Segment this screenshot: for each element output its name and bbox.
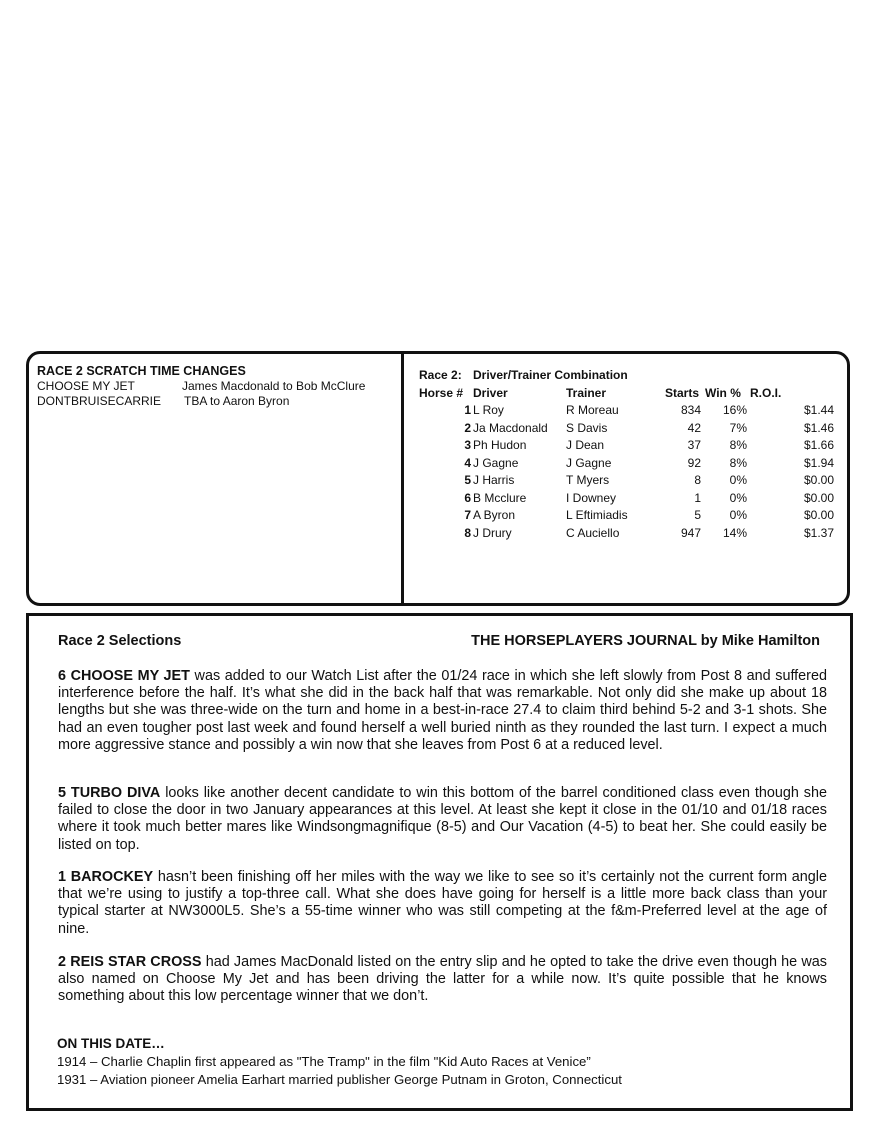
starts-value: 42 [687,420,701,435]
horse-number: 6 [464,490,471,505]
starts-value: 8 [694,473,701,487]
header-trainer: Trainer [566,385,607,400]
horse-number: 1 [464,403,471,417]
selection-lead: 5 TURBO DIVA [58,785,161,801]
win-percent: 0% [729,473,747,487]
starts-value: 37 [687,438,701,452]
combo-row [419,456,839,474]
roi-value: $0.00 [803,490,834,505]
starts-value: 1 [694,490,701,505]
scratch-row [37,394,397,409]
roi-value: $0.00 [803,508,834,522]
roi-value: $1.94 [803,455,834,470]
scratch-horse: CHOOSE MY JET [37,379,135,393]
on-this-date-title: ON THIS DATE… [57,1036,165,1051]
selection-text: hasn’t been finishing off her miles with the way we like to see so it’s certainly not the current form angle that we’re using to justify a top-three call. What she does have going for herself is a little more back class than your typical starter at NW3000L5. She’s a 55-time winner who was still competing at the f&m-Preferred level at the age of nine. [58,869,828,937]
selections-title: Race 2 Selections [58,633,182,649]
combo-row [419,491,839,509]
starts-value: 92 [687,455,701,470]
combo-row [419,526,839,544]
scratch-change: James Macdonald to Bob McClure [182,379,366,393]
win-percent: 8% [729,455,747,470]
win-percent: 14% [722,525,747,540]
horse-number: 8 [464,525,471,540]
driver-name: Ja Macdonald [473,420,548,435]
selection-lead: 6 CHOOSE MY JET [58,668,190,684]
trainer-name: J Dean [566,438,605,452]
horse-number: 7 [464,508,471,522]
scratch-title: RACE 2 SCRATCH TIME CHANGES [37,364,246,378]
starts-value: 947 [680,525,701,540]
header-roi: R.O.I. [750,385,782,400]
driver-name: Ph Hudon [473,438,527,452]
panel-divider [401,354,404,603]
combo-row [419,508,839,526]
selection-paragraph [58,785,827,854]
starts-value: 834 [680,403,701,417]
horse-number: 4 [464,455,471,470]
top-panel [26,351,850,606]
scratch-change: TBA to Aaron Byron [184,394,290,408]
driver-name: J Drury [473,525,512,540]
selection-paragraph [58,668,827,754]
selection-paragraph [58,954,827,1006]
starts-value: 5 [694,508,701,522]
roi-value: $1.66 [803,438,834,452]
trainer-name: T Myers [566,473,610,487]
combo-row [419,473,839,491]
horse-number: 2 [464,420,471,435]
scratch-row [37,379,397,394]
driver-trainer-table [419,368,839,543]
horse-number: 5 [464,473,471,487]
header-driver: Driver [473,385,508,400]
combo-header-row [419,386,839,404]
trainer-name: S Davis [566,420,608,435]
selection-lead: 2 REIS STAR CROSS [58,954,202,970]
selections-panel [26,613,853,1111]
trainer-name: J Gagne [566,455,612,470]
header-horse: Horse # [419,385,464,400]
roi-value: $1.46 [803,420,834,435]
driver-name: L Roy [473,403,504,417]
roi-value: $1.37 [803,525,834,540]
combo-row [419,438,839,456]
driver-name: J Gagne [473,455,519,470]
scratch-changes [37,364,397,409]
header-win: Win % [705,385,741,400]
trainer-name: I Downey [566,490,617,505]
win-percent: 0% [729,490,747,505]
win-percent: 16% [722,403,747,417]
combo-title-row [419,368,839,386]
trainer-name: R Moreau [566,403,619,417]
selection-text: had James MacDonald listed on the entry slip and he opted to take the drive even though he was also named on Choose My Jet and has been driving the latter for a while now. It’s quite possible that he knows something about this low percentage winner that we don’t. [58,954,827,1005]
combo-row [419,421,839,439]
combo-row [419,403,839,421]
journal-title: THE HORSEPLAYERS JOURNAL by Mike Hamilton [471,633,820,649]
win-percent: 0% [729,508,747,522]
trainer-name: L Eftimiadis [566,508,628,522]
roi-value: $0.00 [803,473,834,487]
driver-name: J Harris [473,473,515,487]
combo-rows [419,403,839,543]
roi-value: $1.44 [803,403,834,417]
win-percent: 7% [729,420,747,435]
selection-text: looks like another decent candidate to win this bottom of the barrel conditioned class even though she failed to close the door in two January appearances at this level. At least she kept it close in the 01/10 and 01/18 races where it took much better mares like Windsongmagnifique (8-5) and Our Vacation (4-5) to beat her. She could easily be listed on top. [58,785,828,853]
scratch-horse: DONTBRUISECARRIE [37,394,162,408]
on-this-date-item: 1914 – Charlie Chaplin first appeared as "The Tramp" in the film "Kid Auto Races at Venice” [57,1054,591,1069]
driver-name: A Byron [473,508,516,522]
header-starts: Starts [665,385,700,400]
combo-title: Driver/Trainer Combination [473,368,628,382]
combo-race-label: Race 2: [419,368,462,382]
win-percent: 8% [729,438,747,452]
trainer-name: C Auciello [566,525,620,540]
selection-lead: 1 BAROCKEY [58,869,154,885]
selection-text: was added to our Watch List after the 01/24 race in which she left slowly from Post 8 and suffered interference before the half. It’s what she did in the back half that was remarkable. Not only did she make up about 18 lengths but she was three-wide on the turn and home in a best-in-race 27.4 to claim third behind 5-2 and 3-1 shots. She had an even tougher post last week and found herself a well buried ninth as they rounded the last turn. I expect a much more aggressive stance and possibly a win now that she leaves from Post 6 at a reduced level. [58,668,827,753]
driver-name: B Mcclure [473,490,527,505]
on-this-date-item: 1931 – Aviation pioneer Amelia Earhart married publisher George Putnam in Groton, Connecticut [57,1072,622,1087]
horse-number: 3 [464,438,471,452]
selection-paragraph [58,869,827,938]
